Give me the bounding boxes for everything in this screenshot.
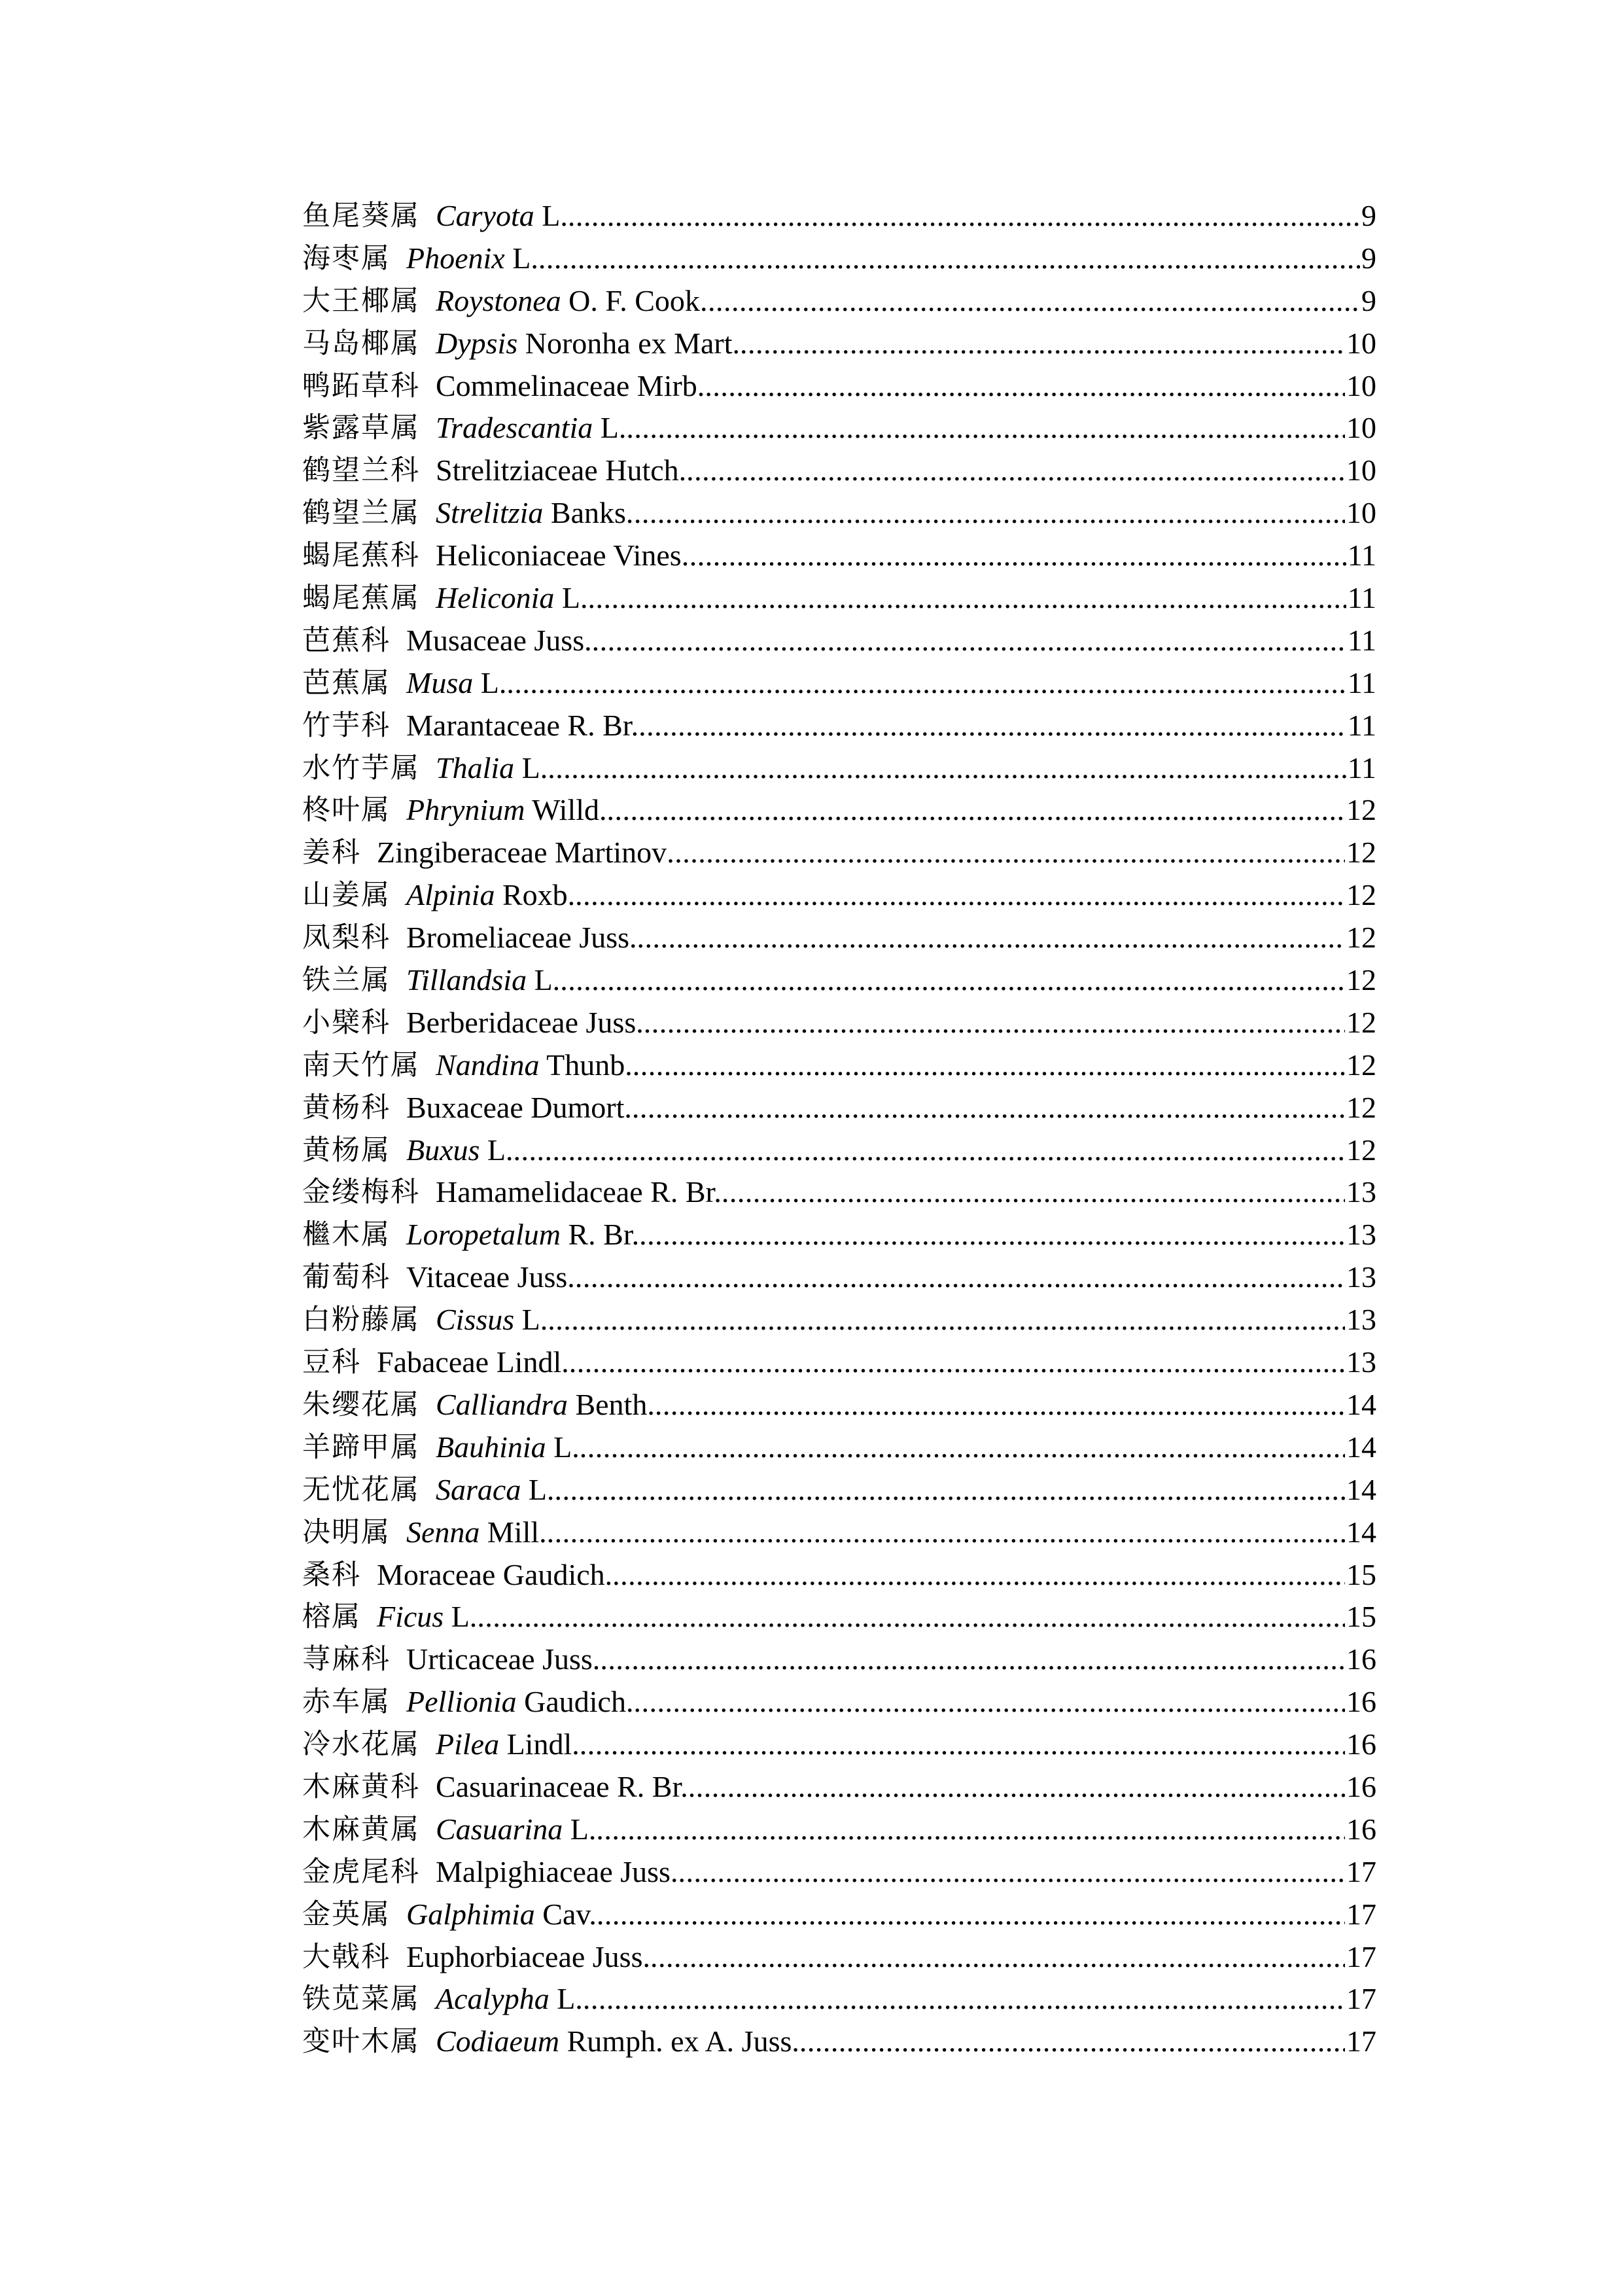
toc-entry-scientific-name <box>436 747 548 790</box>
toc-entry-chinese-name: 鸭跖草科 <box>302 369 420 402</box>
toc-entry-page-number: 11 <box>1347 623 1376 657</box>
toc-entry-authority: L. <box>480 1133 514 1167</box>
toc-entry-authority: Buxaceae Dumort. <box>406 1090 632 1124</box>
toc-entry[interactable] <box>302 747 1376 790</box>
toc-entry-authority: Heliconiaceae Vines <box>436 539 682 573</box>
toc-entry-taxon-italic: Heliconia <box>436 581 555 615</box>
toc-entry-scientific-name <box>436 577 588 620</box>
toc-entry-chinese-name: 凤梨科 <box>302 921 391 955</box>
toc-entry-dot-leader <box>592 620 1346 662</box>
toc-entry-page-number: 12 <box>1346 1090 1376 1124</box>
toc-entry-page-number: 12 <box>1346 793 1376 827</box>
toc-entry-authority: L. <box>563 1812 597 1846</box>
toc-entry-taxon-italic: Galphimia <box>406 1897 535 1931</box>
toc-entry[interactable] <box>302 280 1376 323</box>
toc-entry-authority: Hamamelidaceae R. Br. <box>436 1175 722 1209</box>
toc-entry-chinese-name: 柊叶属 <box>302 794 391 827</box>
toc-entry-authority: Benth. <box>567 1387 655 1421</box>
toc-entry[interactable] <box>302 2021 1376 2063</box>
toc-entry-chinese-name: 芭蕉属 <box>302 666 391 699</box>
toc-entry-dot-leader <box>588 577 1346 620</box>
toc-entry[interactable] <box>302 1044 1376 1087</box>
toc-entry-chinese-name: 决明属 <box>302 1515 391 1549</box>
toc-entry-dot-leader <box>632 1087 1345 1129</box>
toc-entry-dot-leader <box>580 1723 1345 1766</box>
toc-entry-page-number: 11 <box>1347 665 1376 699</box>
toc-entry-scientific-name <box>406 789 607 832</box>
toc-entry-page-number: 17 <box>1346 1982 1376 2016</box>
toc-entry-dot-leader <box>583 1978 1345 2021</box>
toc-entry-scientific-name <box>406 238 538 280</box>
toc-entry[interactable] <box>302 1936 1376 1979</box>
toc-entry-page-number: 12 <box>1346 1133 1376 1167</box>
toc-entry-chinese-name: 小檗科 <box>302 1006 391 1039</box>
toc-entry-scientific-name <box>406 1002 644 1044</box>
toc-entry-scientific-name <box>406 1511 547 1554</box>
toc-entry-scientific-name <box>406 1936 650 1979</box>
toc-entry-dot-leader <box>688 1766 1345 1809</box>
toc-entry-taxon-italic: Strelitzia <box>436 496 544 530</box>
toc-entry-scientific-name <box>436 1978 583 2021</box>
toc-entry[interactable] <box>302 1978 1376 2021</box>
toc-entry[interactable] <box>302 1087 1376 1129</box>
toc-entry-scientific-name <box>436 365 705 408</box>
toc-entry-scientific-name <box>377 832 667 874</box>
toc-entry-scientific-name <box>406 1214 639 1256</box>
toc-entry-chinese-name: 铁苋菜属 <box>302 1983 420 2016</box>
toc-entry-chinese-name: 桑科 <box>302 1558 361 1591</box>
toc-entry[interactable] <box>302 1723 1376 1766</box>
toc-entry-page-number: 13 <box>1346 1260 1376 1294</box>
toc-entry-dot-leader <box>626 407 1345 450</box>
toc-entry-authority: L. <box>546 1430 580 1464</box>
toc-entry-dot-leader <box>597 1894 1345 1936</box>
toc-entry-scientific-name <box>406 1087 632 1129</box>
toc-entry[interactable] <box>302 1809 1376 1851</box>
toc-entry-dot-leader <box>560 959 1345 1002</box>
toc-entry-scientific-name <box>436 450 686 492</box>
toc-entry-taxon-italic: Roystonea <box>436 283 561 317</box>
toc-entry-chinese-name: 南天竹属 <box>302 1048 420 1082</box>
toc-entry-page-number: 12 <box>1346 836 1376 870</box>
toc-entry-dot-leader <box>538 238 1360 280</box>
toc-entry-scientific-name <box>436 2021 799 2063</box>
toc-entry[interactable] <box>302 1638 1376 1681</box>
toc-entry-page-number: 9 <box>1361 283 1376 317</box>
toc-entry[interactable] <box>302 1256 1376 1299</box>
toc-entry-chinese-name: 鱼尾葵属 <box>302 200 420 232</box>
toc-entry-chinese-name: 羊蹄甲属 <box>302 1430 420 1464</box>
toc-entry-authority: Gaudich. <box>516 1685 634 1719</box>
toc-entry-authority: L. <box>444 1600 478 1634</box>
toc-entry-scientific-name <box>436 1809 596 1851</box>
toc-entry-authority: Casuarinaceae R. Br. <box>436 1769 688 1803</box>
toc-entry-authority: Moraceae Gaudich. <box>377 1557 613 1591</box>
toc-entry-authority: Roxb. <box>495 878 576 912</box>
toc-entry-page-number: 13 <box>1346 1345 1376 1379</box>
toc-entry-scientific-name <box>436 535 682 577</box>
toc-entry-page-number: 10 <box>1346 368 1376 402</box>
toc-entry-chinese-name: 金英属 <box>302 1898 391 1931</box>
toc-entry[interactable] <box>302 365 1376 408</box>
toc-entry[interactable] <box>302 407 1376 450</box>
toc-entry-taxon-italic: Dypsis <box>436 326 518 360</box>
toc-entry-chinese-name: 海枣属 <box>302 241 391 275</box>
toc-entry-chinese-name: 金缕梅科 <box>302 1176 420 1209</box>
toc-entry-page-number: 14 <box>1346 1430 1376 1464</box>
toc-entry-page-number: 17 <box>1346 1897 1376 1931</box>
toc-entry[interactable] <box>302 1341 1376 1384</box>
toc-entry-page-number: 14 <box>1346 1472 1376 1506</box>
toc-entry[interactable] <box>302 1299 1376 1341</box>
toc-entry[interactable] <box>302 1596 1376 1638</box>
toc-entry-chinese-name: 铁兰属 <box>302 964 391 997</box>
toc-entry-scientific-name <box>436 1426 580 1469</box>
toc-entry-chinese-name: 竹芋科 <box>302 709 391 742</box>
toc-entry-dot-leader <box>626 492 1345 535</box>
toc-entry-taxon-italic: Phoenix <box>406 241 505 275</box>
toc-entry-page-number: 12 <box>1346 878 1376 912</box>
toc-entry-page-number: 9 <box>1361 241 1376 275</box>
toc-entry-authority: O. F. Cook <box>561 283 700 317</box>
toc-entry-authority: Commelinaceae Mirb. <box>436 368 705 402</box>
toc-entry[interactable] <box>302 832 1376 874</box>
toc-entry-authority: Malpighiaceae Juss. <box>436 1854 678 1888</box>
toc-entry[interactable] <box>302 917 1376 959</box>
toc-entry-taxon-italic: Saraca <box>436 1472 521 1506</box>
toc-entry-chinese-name: 葡萄科 <box>302 1261 391 1294</box>
toc-entry[interactable] <box>302 1469 1376 1511</box>
toc-entry[interactable] <box>302 1171 1376 1214</box>
toc-entry-authority: Urticaceae Juss. <box>406 1642 601 1676</box>
toc-entry-page-number: 10 <box>1346 453 1376 487</box>
toc-entry-authority: Banks <box>543 496 626 530</box>
toc-entry-scientific-name <box>436 280 700 323</box>
toc-entry-page-number: 16 <box>1346 1727 1376 1761</box>
toc-entry-scientific-name <box>377 1341 569 1384</box>
toc-entry-authority: Musaceae Juss. <box>406 623 592 657</box>
toc-entry-authority: Rumph. ex A. Juss. <box>559 2024 799 2058</box>
toc-entry[interactable] <box>302 492 1376 535</box>
toc-entry-authority: L. <box>554 581 588 615</box>
toc-entry-scientific-name <box>406 705 638 747</box>
toc-entry-page-number: 12 <box>1346 1005 1376 1039</box>
toc-entry-dot-leader <box>569 1341 1345 1384</box>
toc-entry-scientific-name <box>436 323 740 365</box>
toc-entry-scientific-name <box>406 1894 597 1936</box>
toc-entry-page-number: 17 <box>1346 2024 1376 2058</box>
toc-entry-page-number: 13 <box>1346 1303 1376 1337</box>
toc-entry-dot-leader <box>554 1469 1345 1511</box>
toc-entry[interactable] <box>302 620 1376 662</box>
toc-entry-scientific-name <box>436 195 568 238</box>
toc-entry-scientific-name <box>406 1638 600 1681</box>
toc-entry-chinese-name: 蝎尾蕉科 <box>302 539 420 573</box>
toc-entry-chinese-name: 大王椰属 <box>302 284 420 317</box>
toc-entry-dot-leader <box>575 874 1345 917</box>
toc-entry-authority: Euphorbiaceae Juss. <box>406 1939 650 1973</box>
toc-entry-taxon-italic: Calliandra <box>436 1387 568 1421</box>
toc-entry-scientific-name <box>406 1129 514 1172</box>
toc-entry[interactable] <box>302 789 1376 832</box>
toc-entry-dot-leader <box>568 195 1360 238</box>
toc-entry-dot-leader <box>580 1426 1345 1469</box>
toc-entry-dot-leader <box>548 1299 1345 1341</box>
toc-entry-page-number: 16 <box>1346 1769 1376 1803</box>
toc-entry-scientific-name <box>406 874 575 917</box>
toc-entry-page-number: 11 <box>1347 539 1376 573</box>
toc-entry-authority: L. <box>549 1982 583 2016</box>
toc-entry-taxon-italic: Buxus <box>406 1133 480 1167</box>
toc-entry-chinese-name: 芭蕉科 <box>302 624 391 657</box>
toc-entry-taxon-italic: Tillandsia <box>406 963 527 997</box>
toc-entry-taxon-italic: Musa <box>406 665 474 699</box>
toc-entry-taxon-italic: Pellionia <box>406 1685 517 1719</box>
toc-entry-authority: Lindl. <box>499 1727 580 1761</box>
toc-entry-chinese-name: 赤车属 <box>302 1686 391 1719</box>
toc-entry-dot-leader <box>612 1554 1345 1597</box>
toc-entry[interactable] <box>302 1851 1376 1894</box>
toc-entry-chinese-name: 榕属 <box>302 1600 361 1634</box>
toc-entry-authority: R. Br. <box>560 1218 640 1252</box>
toc-entry-taxon-italic: Alpinia <box>406 878 495 912</box>
toc-entry[interactable] <box>302 1681 1376 1723</box>
toc-entry-dot-leader <box>639 1214 1345 1256</box>
toc-entry-page-number: 13 <box>1346 1175 1376 1209</box>
toc-entry[interactable] <box>302 535 1376 577</box>
toc-entry-authority: Bromeliaceae Juss. <box>406 921 637 955</box>
toc-entry-scientific-name <box>377 1554 612 1597</box>
toc-entry-chinese-name: 姜科 <box>302 836 361 870</box>
toc-entry-authority: Strelitziaceae Hutch. <box>436 453 687 487</box>
toc-entry-taxon-italic: Senna <box>406 1515 480 1549</box>
toc-entry-chinese-name: 金虎尾科 <box>302 1855 420 1888</box>
toc-entry-scientific-name <box>406 620 592 662</box>
toc-entry-authority: Fabaceae Lindl. <box>377 1345 569 1379</box>
toc-entry-authority: L. <box>514 751 548 785</box>
toc-entry-page-number: 15 <box>1346 1557 1376 1591</box>
toc-entry-chinese-name: 木麻黄科 <box>302 1770 420 1803</box>
toc-entry-authority: Zingiberaceae Martinov <box>377 836 667 870</box>
toc-entry-dot-leader <box>638 705 1346 747</box>
toc-entry-taxon-italic: Bauhinia <box>436 1430 546 1464</box>
toc-entry-taxon-italic: Casuarina <box>436 1812 563 1846</box>
toc-entry-page-number: 10 <box>1346 411 1376 445</box>
toc-entry-taxon-italic: Caryota <box>436 199 534 232</box>
toc-entry-chinese-name: 木麻黄属 <box>302 1812 420 1846</box>
toc-entry[interactable] <box>302 1426 1376 1469</box>
table-of-contents <box>302 195 1376 2063</box>
toc-entry-authority: Noronha ex Mart. <box>517 326 741 360</box>
toc-entry-scientific-name <box>436 407 626 450</box>
toc-entry-dot-leader <box>477 1596 1345 1638</box>
toc-entry-scientific-name <box>436 1171 722 1214</box>
toc-entry-chinese-name: 无忧花属 <box>302 1473 420 1506</box>
toc-entry-dot-leader <box>799 2021 1345 2063</box>
toc-entry-scientific-name <box>406 959 560 1002</box>
toc-entry-scientific-name <box>406 1256 575 1299</box>
toc-entry-page-number: 15 <box>1346 1600 1376 1634</box>
toc-entry-chinese-name: 鹤望兰科 <box>302 454 420 487</box>
toc-entry[interactable] <box>302 450 1376 492</box>
toc-entry-authority: Vitaceae Juss. <box>406 1260 575 1294</box>
toc-entry-chinese-name: 黄杨属 <box>302 1133 391 1167</box>
toc-entry-scientific-name <box>436 1723 580 1766</box>
toc-entry-page-number: 17 <box>1346 1854 1376 1888</box>
toc-entry[interactable] <box>302 238 1376 280</box>
toc-entry-scientific-name <box>436 1044 633 1087</box>
toc-entry-taxon-italic: Phrynium <box>406 793 525 827</box>
toc-entry-page-number: 16 <box>1346 1642 1376 1676</box>
toc-entry-chinese-name: 鹤望兰属 <box>302 497 420 530</box>
toc-entry-authority: L. <box>473 665 507 699</box>
toc-entry-chinese-name: 蝎尾蕉属 <box>302 582 420 615</box>
toc-entry-dot-leader <box>575 1256 1345 1299</box>
toc-entry-page-number: 10 <box>1346 326 1376 360</box>
toc-entry-dot-leader <box>655 1384 1345 1426</box>
toc-entry[interactable] <box>302 1129 1376 1172</box>
toc-entry-dot-leader <box>548 747 1346 790</box>
toc-entry-dot-leader <box>644 1002 1345 1044</box>
toc-entry-page-number: 9 <box>1361 199 1376 232</box>
toc-entry-dot-leader <box>686 450 1345 492</box>
toc-entry-chinese-name: 朱缨花属 <box>302 1388 420 1421</box>
toc-entry-scientific-name <box>436 1766 688 1809</box>
toc-entry-scientific-name <box>406 662 506 705</box>
toc-entry-chinese-name: 山姜属 <box>302 879 391 912</box>
toc-entry-page-number: 11 <box>1347 708 1376 742</box>
toc-entry[interactable] <box>302 577 1376 620</box>
toc-entry[interactable] <box>302 959 1376 1002</box>
toc-entry-dot-leader <box>637 917 1345 959</box>
toc-entry-chinese-name: 水竹芋属 <box>302 751 420 785</box>
toc-entry-dot-leader <box>740 323 1345 365</box>
toc-entry-chinese-name: 紫露草属 <box>302 412 420 445</box>
toc-entry-scientific-name <box>436 1299 548 1341</box>
toc-entry-taxon-italic: Nandina <box>436 1048 540 1082</box>
toc-entry-page-number: 11 <box>1347 751 1376 785</box>
toc-entry-scientific-name <box>377 1596 477 1638</box>
toc-entry-chinese-name: 冷水花属 <box>302 1728 420 1761</box>
toc-entry-chinese-name: 黄杨科 <box>302 1091 391 1124</box>
toc-entry-taxon-italic: Pilea <box>436 1727 500 1761</box>
toc-entry-dot-leader <box>547 1511 1345 1554</box>
toc-entry[interactable] <box>302 1554 1376 1597</box>
toc-entry-authority: Berberidaceae Juss. <box>406 1005 644 1039</box>
toc-entry-page-number: 17 <box>1346 1939 1376 1973</box>
toc-entry[interactable] <box>302 1511 1376 1554</box>
toc-entry-authority: Mill. <box>480 1515 547 1549</box>
toc-entry-dot-leader <box>650 1936 1345 1979</box>
toc-entry-scientific-name <box>406 917 637 959</box>
toc-entry[interactable] <box>302 1766 1376 1809</box>
toc-entry-dot-leader <box>678 1851 1345 1894</box>
toc-entry-taxon-italic: Acalypha <box>436 1982 550 2016</box>
toc-entry-authority: Willd. <box>525 793 607 827</box>
toc-entry-chinese-name: 白粉藤属 <box>302 1303 420 1337</box>
toc-entry-dot-leader <box>722 1171 1345 1214</box>
toc-entry-page-number: 14 <box>1346 1387 1376 1421</box>
toc-entry-page-number: 16 <box>1346 1685 1376 1719</box>
toc-entry-dot-leader <box>607 789 1345 832</box>
toc-entry-taxon-italic: Ficus <box>377 1600 444 1634</box>
toc-entry-page-number: 12 <box>1346 1048 1376 1082</box>
toc-entry-authority: L. <box>527 963 561 997</box>
toc-entry-page-number: 16 <box>1346 1812 1376 1846</box>
toc-entry[interactable] <box>302 662 1376 705</box>
toc-entry-chinese-name: 檵木属 <box>302 1218 391 1252</box>
toc-entry-authority: L. <box>514 1303 548 1337</box>
toc-entry-dot-leader <box>667 832 1345 874</box>
toc-entry-dot-leader <box>633 1044 1345 1087</box>
toc-entry[interactable] <box>302 1214 1376 1256</box>
toc-entry-dot-leader <box>506 662 1346 705</box>
toc-entry-dot-leader <box>514 1129 1345 1172</box>
toc-entry-page-number: 10 <box>1346 496 1376 530</box>
toc-entry-dot-leader <box>633 1681 1345 1723</box>
toc-entry-authority: Thunb. <box>539 1048 633 1082</box>
toc-entry-chinese-name: 荨麻科 <box>302 1643 391 1676</box>
toc-entry-dot-leader <box>596 1809 1345 1851</box>
toc-entry-dot-leader <box>682 535 1346 577</box>
toc-entry[interactable] <box>302 1894 1376 1936</box>
toc-entry-page-number: 12 <box>1346 963 1376 997</box>
toc-entry-taxon-italic: Codiaeum <box>436 2024 560 2058</box>
toc-entry-taxon-italic: Thalia <box>436 751 515 785</box>
toc-entry-page-number: 14 <box>1346 1515 1376 1549</box>
toc-entry-scientific-name <box>436 1851 678 1894</box>
toc-entry-page-number: 12 <box>1346 921 1376 955</box>
toc-entry-dot-leader <box>705 365 1345 408</box>
toc-entry-authority: L. <box>593 411 627 445</box>
toc-entry-scientific-name <box>436 1469 554 1511</box>
toc-entry-scientific-name <box>406 1681 633 1723</box>
toc-entry-authority: Marantaceae R. Br. <box>406 708 639 742</box>
toc-entry-page-number: 13 <box>1346 1218 1376 1252</box>
toc-entry-chinese-name: 变叶木属 <box>302 2025 420 2058</box>
toc-entry[interactable] <box>302 1384 1376 1426</box>
toc-entry-chinese-name: 豆科 <box>302 1346 361 1379</box>
toc-entry[interactable] <box>302 705 1376 747</box>
toc-entry-taxon-italic: Tradescantia <box>436 411 593 445</box>
toc-entry[interactable] <box>302 1002 1376 1044</box>
toc-entry-authority: L. <box>521 1472 555 1506</box>
toc-entry-scientific-name <box>436 1384 655 1426</box>
toc-entry-dot-leader <box>600 1638 1345 1681</box>
toc-entry[interactable] <box>302 874 1376 917</box>
toc-entry-scientific-name <box>436 492 626 535</box>
toc-entry-taxon-italic: Cissus <box>436 1303 515 1337</box>
toc-entry-taxon-italic: Loropetalum <box>406 1218 561 1252</box>
toc-entry-authority: Cav. <box>534 1897 597 1931</box>
toc-entry-chinese-name: 大戟科 <box>302 1940 391 1973</box>
toc-entry-page-number: 11 <box>1347 581 1376 615</box>
toc-entry-dot-leader <box>700 280 1360 323</box>
toc-entry[interactable] <box>302 323 1376 365</box>
toc-entry-authority: L. <box>504 241 538 275</box>
toc-entry-chinese-name: 马岛椰属 <box>302 327 420 360</box>
toc-entry-authority: L. <box>534 199 568 232</box>
toc-entry[interactable] <box>302 195 1376 238</box>
